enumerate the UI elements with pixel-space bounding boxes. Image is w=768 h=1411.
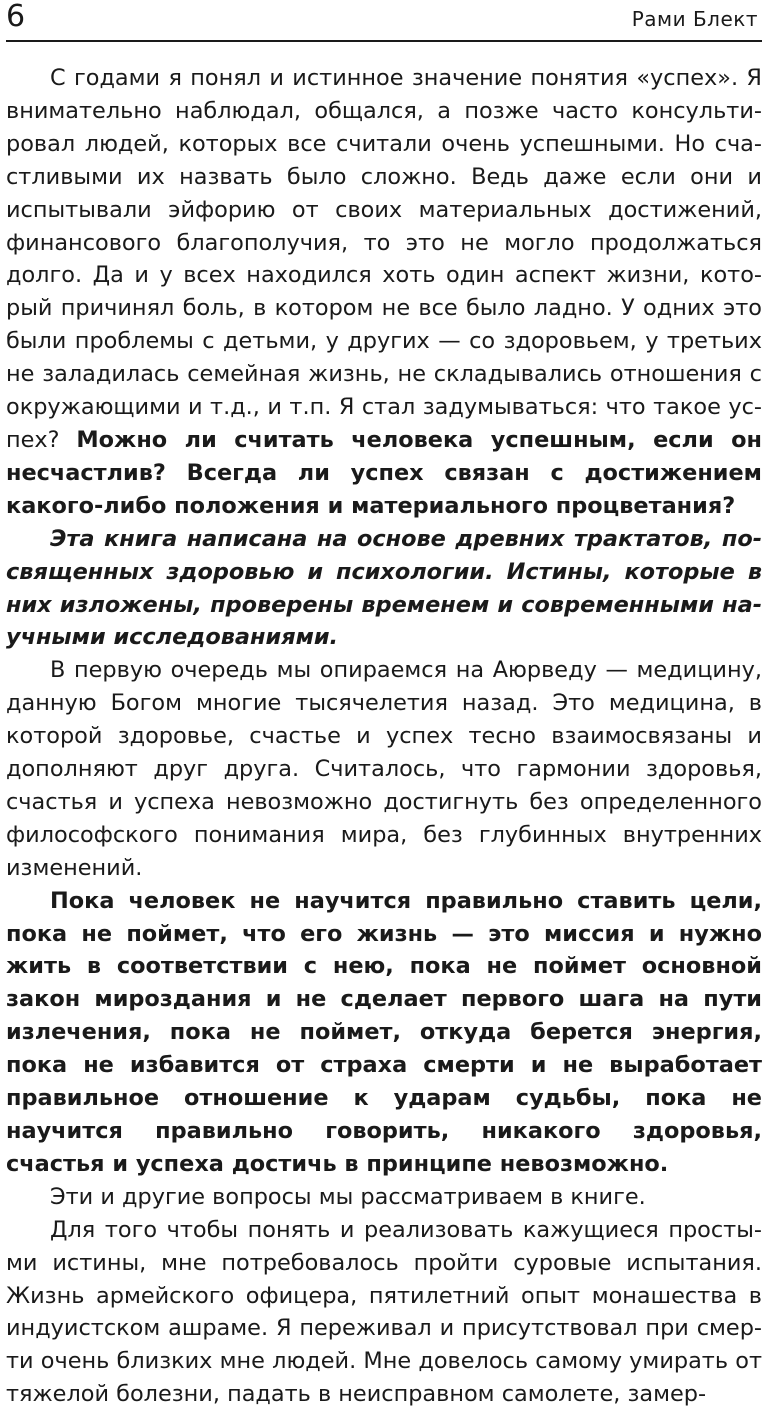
running-head-author: Рами Блект [631,7,758,31]
paragraph-bold-text: Пока человек не научится правильно ставить цели, пока не поймет, что его жизнь — это миссия и нужно жить в соответствии с нею, пока не поймет основной закон мироздания и не сделает первого шага на пути излечения, пока не поймет, откуда берется энергия, пока не избавится от страха смерти и не выработает правильное отношение к ударам судьбы, пока не научится правильно говорить, никакого здоровья, счастья и успеха достичь в принципе невозможно. [6,887,762,1177]
page-number: 6 [6,0,26,34]
paragraph-trials [6,1214,762,1411]
paragraph-book-basis [6,523,762,655]
paragraph-bold-italic-text: Эта книга написана на основе древних трактатов, посвященных здоровью и психологии. Истины, которые в них изложены, проверены временем и современными научными исследованиями. [6,525,762,651]
paragraph-regular-text: В первую очередь мы опираемся на Аюрведу — медицину, данную Богом многие тысячелетия назад. Это медицина, в которой здоровье, счастье и успех тесно взаимосвязаны и дополняют друг друга. Считалось, что гармонии здоровья, счастья и успеха невозможно достигнуть без определенного философского понимания мира, без глубинных внутренних изменений. [6,657,762,881]
running-header [6,0,762,42]
paragraph-success-meaning [6,62,762,523]
paragraph-conditions [6,885,762,1181]
paragraph-bold-text: Можно ли считать человека успешным, если он несчастлив? Всегда ли успех связан с достижением какого-либо положения и материального процветания? [6,426,762,519]
paragraph-ayurveda [6,654,762,884]
paragraph-questions [6,1181,762,1214]
paragraph-regular-text: Для того чтобы понять и реализовать кажущиеся простыми истины, мне потребовалось пройти суровые испытания. Жизнь армейского офицера, пятилетний опыт монашества в индуистском ашраме. Я переживал и присутствовал при смерти очень близких мне людей. Мне довелось самому умирать от тяжелой болезни, падать в неисправном самолете, замер- [6,1216,762,1408]
body-text [6,62,762,1411]
paragraph-regular-text: Эти и другие вопросы мы рассматриваем в книге. [50,1183,646,1210]
paragraph-regular-text: С годами я понял и истинное значение понятия «успех». Я внимательно наблюдал, общался, а позже часто консультировал людей, которых все считали очень успешными. Но счастливыми их назвать было сложно. Ведь даже если они и испытывали эйфорию от своих материальных достижений, финансового благополучия, то это не могло продолжаться долго. Да и у всех находился хоть один аспект жизни, который причинял боль, в котором не все было ладно. У одних это были проблемы с детьми, у других — со здоровьем, у третьих не заладилась семейная жизнь, не складывались отношения с окружающими и т.д., и т.п. Я стал задумываться: что такое успех? [6,65,762,453]
